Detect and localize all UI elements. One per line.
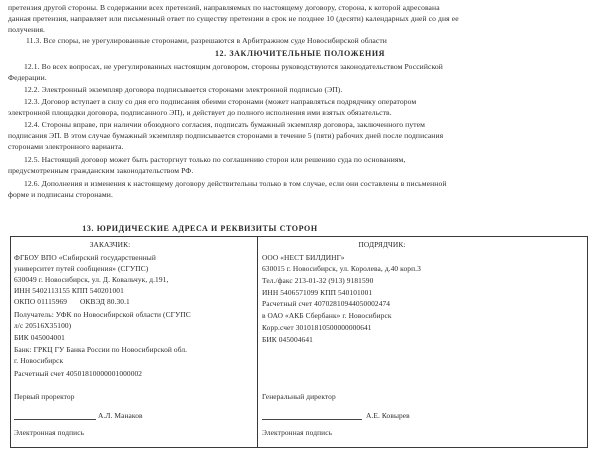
clause-12-4-cont: сторонами электронного варианта. (8, 142, 124, 151)
customer-bik: БИК 045004001 (14, 333, 65, 342)
customer-inn: ИНН 5402113155 КПП 540201001 (14, 286, 124, 295)
customer-title: ЗАКАЗЧИК: (89, 240, 131, 249)
customer-account-ls: л/с 20516X35100) (14, 321, 72, 330)
customer-okved: ОКВЭД 80.30.1 (80, 297, 130, 306)
clause-12-4: 12.4. Стороны вправе, при наличии обоюдного согласия, подписать бумажный экземпляр договора, заключенного путем (24, 120, 426, 129)
clause-12-5: 12.5. Настоящий договор может быть расторгнут только по соглашению сторон или решению суда по основаниям, (24, 155, 406, 164)
customer-line: университет путей сообщения» (СГУПС) (14, 264, 149, 273)
customer-signature-line (14, 419, 96, 420)
clause-12-1: 12.1. Во всех вопросах, не урегулированных настоящим договором, стороны руководствуются законодательством Российской (24, 62, 443, 71)
clause-11-line: данная претензия, направляет или письменный ответ по существу претензии в срок не позднее 10 (десяти) календарных дней со дня ее (8, 14, 459, 23)
customer-bank: Банк: ГРКЦ ГУ Банка России по Новосибирской обл. (14, 345, 188, 354)
clause-12-6: 12.6. Дополнения и изменения к настоящему договору действительны только в том случае, если они составлены в письменной (24, 179, 447, 188)
contractor-signer-name: А.Е. Ковырев (366, 411, 410, 420)
contractor-bik: БИК 045004641 (262, 335, 313, 344)
customer-settlement-account: Расчетный счет 40501810000001000002 (14, 369, 143, 378)
contractor-phone: Тел./факс 213-01-32 (913) 9181590 (262, 276, 374, 285)
contractor-signer-title: Генеральный директор (262, 392, 336, 401)
contractor-line: ООО «НЕСТ БИЛДИНГ» (262, 253, 345, 262)
section-12-heading: 12. ЗАКЛЮЧИТЕЛЬНЫЕ ПОЛОЖЕНИЯ (214, 49, 386, 58)
customer-address: 630049 г. Новосибирск, ул. Д. Ковальчук, д.191, (14, 275, 169, 284)
contractor-inn: ИНН 5406571099 КПП 540101001 (262, 288, 373, 297)
contractor-signature-note: Электронная подпись (262, 428, 333, 437)
customer-signer-name: А.Л. Манаков (98, 411, 143, 420)
clause-12-2: 12.2. Электронный экземпляр договора подписывается сторонами электронной подписью (ЭП). (24, 85, 343, 94)
clause-11-line: претензия другой стороны. В содержании всех претензий, направляемых по настоящему договору, сторона, к которой адресована (8, 3, 440, 12)
customer-bank-city: г. Новосибирск (14, 356, 64, 365)
contractor-address: 630015 г. Новосибирск, ул. Королева, д.40 корп.3 (262, 264, 421, 273)
clause-11-3: 11.3. Все споры, не урегулированные сторонами, разрешаются в Арбитражном суде Новосибирской области (26, 36, 387, 45)
clause-11-line: получения. (8, 25, 46, 34)
customer-signature-note: Электронная подпись (14, 428, 85, 437)
contractor-title: ПОДРЯДЧИК: (358, 240, 406, 249)
clause-12-3-cont: электронной площадки договора, подписанного ЭП), и действует до полного исполнения ими взятых обязательств. (8, 108, 392, 117)
customer-recipient: Получатель: УФК по Новосибирской области (СГУПС (14, 310, 191, 319)
contractor-settlement-account: Расчетный счет 40702810944050002474 (262, 299, 391, 308)
section-13-heading: 13. ЮРИДИЧЕСКИЕ АДРЕСА И РЕКВИЗИТЫ СТОРОН (82, 224, 318, 233)
contractor-signature-line (262, 419, 362, 420)
clause-12-4-cont: подписания ЭП. В этом случае бумажный экземпляр подписывается сторонами в течение 5 (пяти) рабочих дней после подписания (8, 131, 444, 140)
clause-12-6-cont: форме и подписаны сторонами. (8, 190, 113, 199)
customer-okpo: ОКПО 01115969 (14, 297, 68, 306)
clause-12-5-cont: предусмотренным гражданским законодательством РФ. (8, 166, 194, 175)
customer-signer-title: Первый проректор (14, 392, 75, 401)
requisites-column-divider (257, 236, 258, 448)
clause-12-3: 12.3. Договор вступает в силу со дня его подписания обеими сторонами (может направляться подрядчику оператором (24, 97, 417, 106)
clause-12-1-cont: Федерации. (8, 73, 47, 82)
contractor-bank: в ОАО «АКБ Сбербанк» г. Новосибирск (262, 311, 392, 320)
contractor-corr-account: Корр.счет 30101810500000000641 (262, 323, 372, 332)
customer-line: ФГБОУ ВПО «Сибирский государственный (14, 253, 156, 262)
